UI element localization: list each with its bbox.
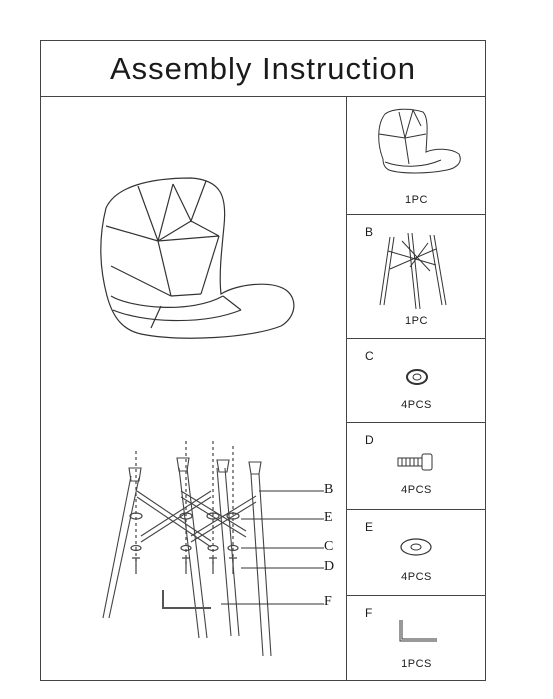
callout-d: D — [324, 559, 335, 574]
screw-icon — [392, 447, 442, 477]
exploded-view-icon — [41, 96, 346, 681]
exploded-diagram — [41, 96, 346, 681]
callout-b: B — [324, 482, 334, 497]
part-d — [347, 423, 486, 510]
assembly-sheet — [40, 40, 486, 681]
part-seat — [347, 96, 486, 215]
callout-f: F — [324, 594, 332, 609]
callout-c: C — [324, 539, 334, 554]
part-qty: 1PC — [405, 194, 428, 206]
part-qty: 4PCS — [401, 399, 432, 411]
flat-washer-icon — [391, 532, 441, 562]
part-c — [347, 339, 486, 423]
part-qty: 1PCS — [401, 658, 432, 670]
leg-frame-icon — [372, 225, 462, 310]
parts-list — [346, 96, 486, 681]
title-bar — [41, 41, 485, 97]
part-letter: D — [365, 433, 374, 447]
allen-key-drawing-icon — [163, 590, 211, 608]
part-qty: 1PC — [405, 315, 428, 327]
part-e — [347, 510, 486, 596]
washer-icon — [397, 365, 437, 389]
part-letter: E — [365, 520, 374, 534]
part-letter: F — [365, 606, 373, 620]
part-b — [347, 215, 486, 339]
callout-e: E — [324, 510, 333, 525]
chair-seat-icon — [101, 178, 294, 338]
part-qty: 4PCS — [401, 571, 432, 583]
part-qty: 4PCS — [401, 484, 432, 496]
part-f — [347, 596, 486, 681]
leg-frame-icon — [103, 458, 271, 656]
part-letter: C — [365, 349, 374, 363]
page-title: Assembly Instruction — [110, 50, 416, 86]
part-letter: B — [365, 225, 374, 239]
allen-key-icon — [387, 614, 447, 654]
seat-icon — [371, 104, 471, 184]
